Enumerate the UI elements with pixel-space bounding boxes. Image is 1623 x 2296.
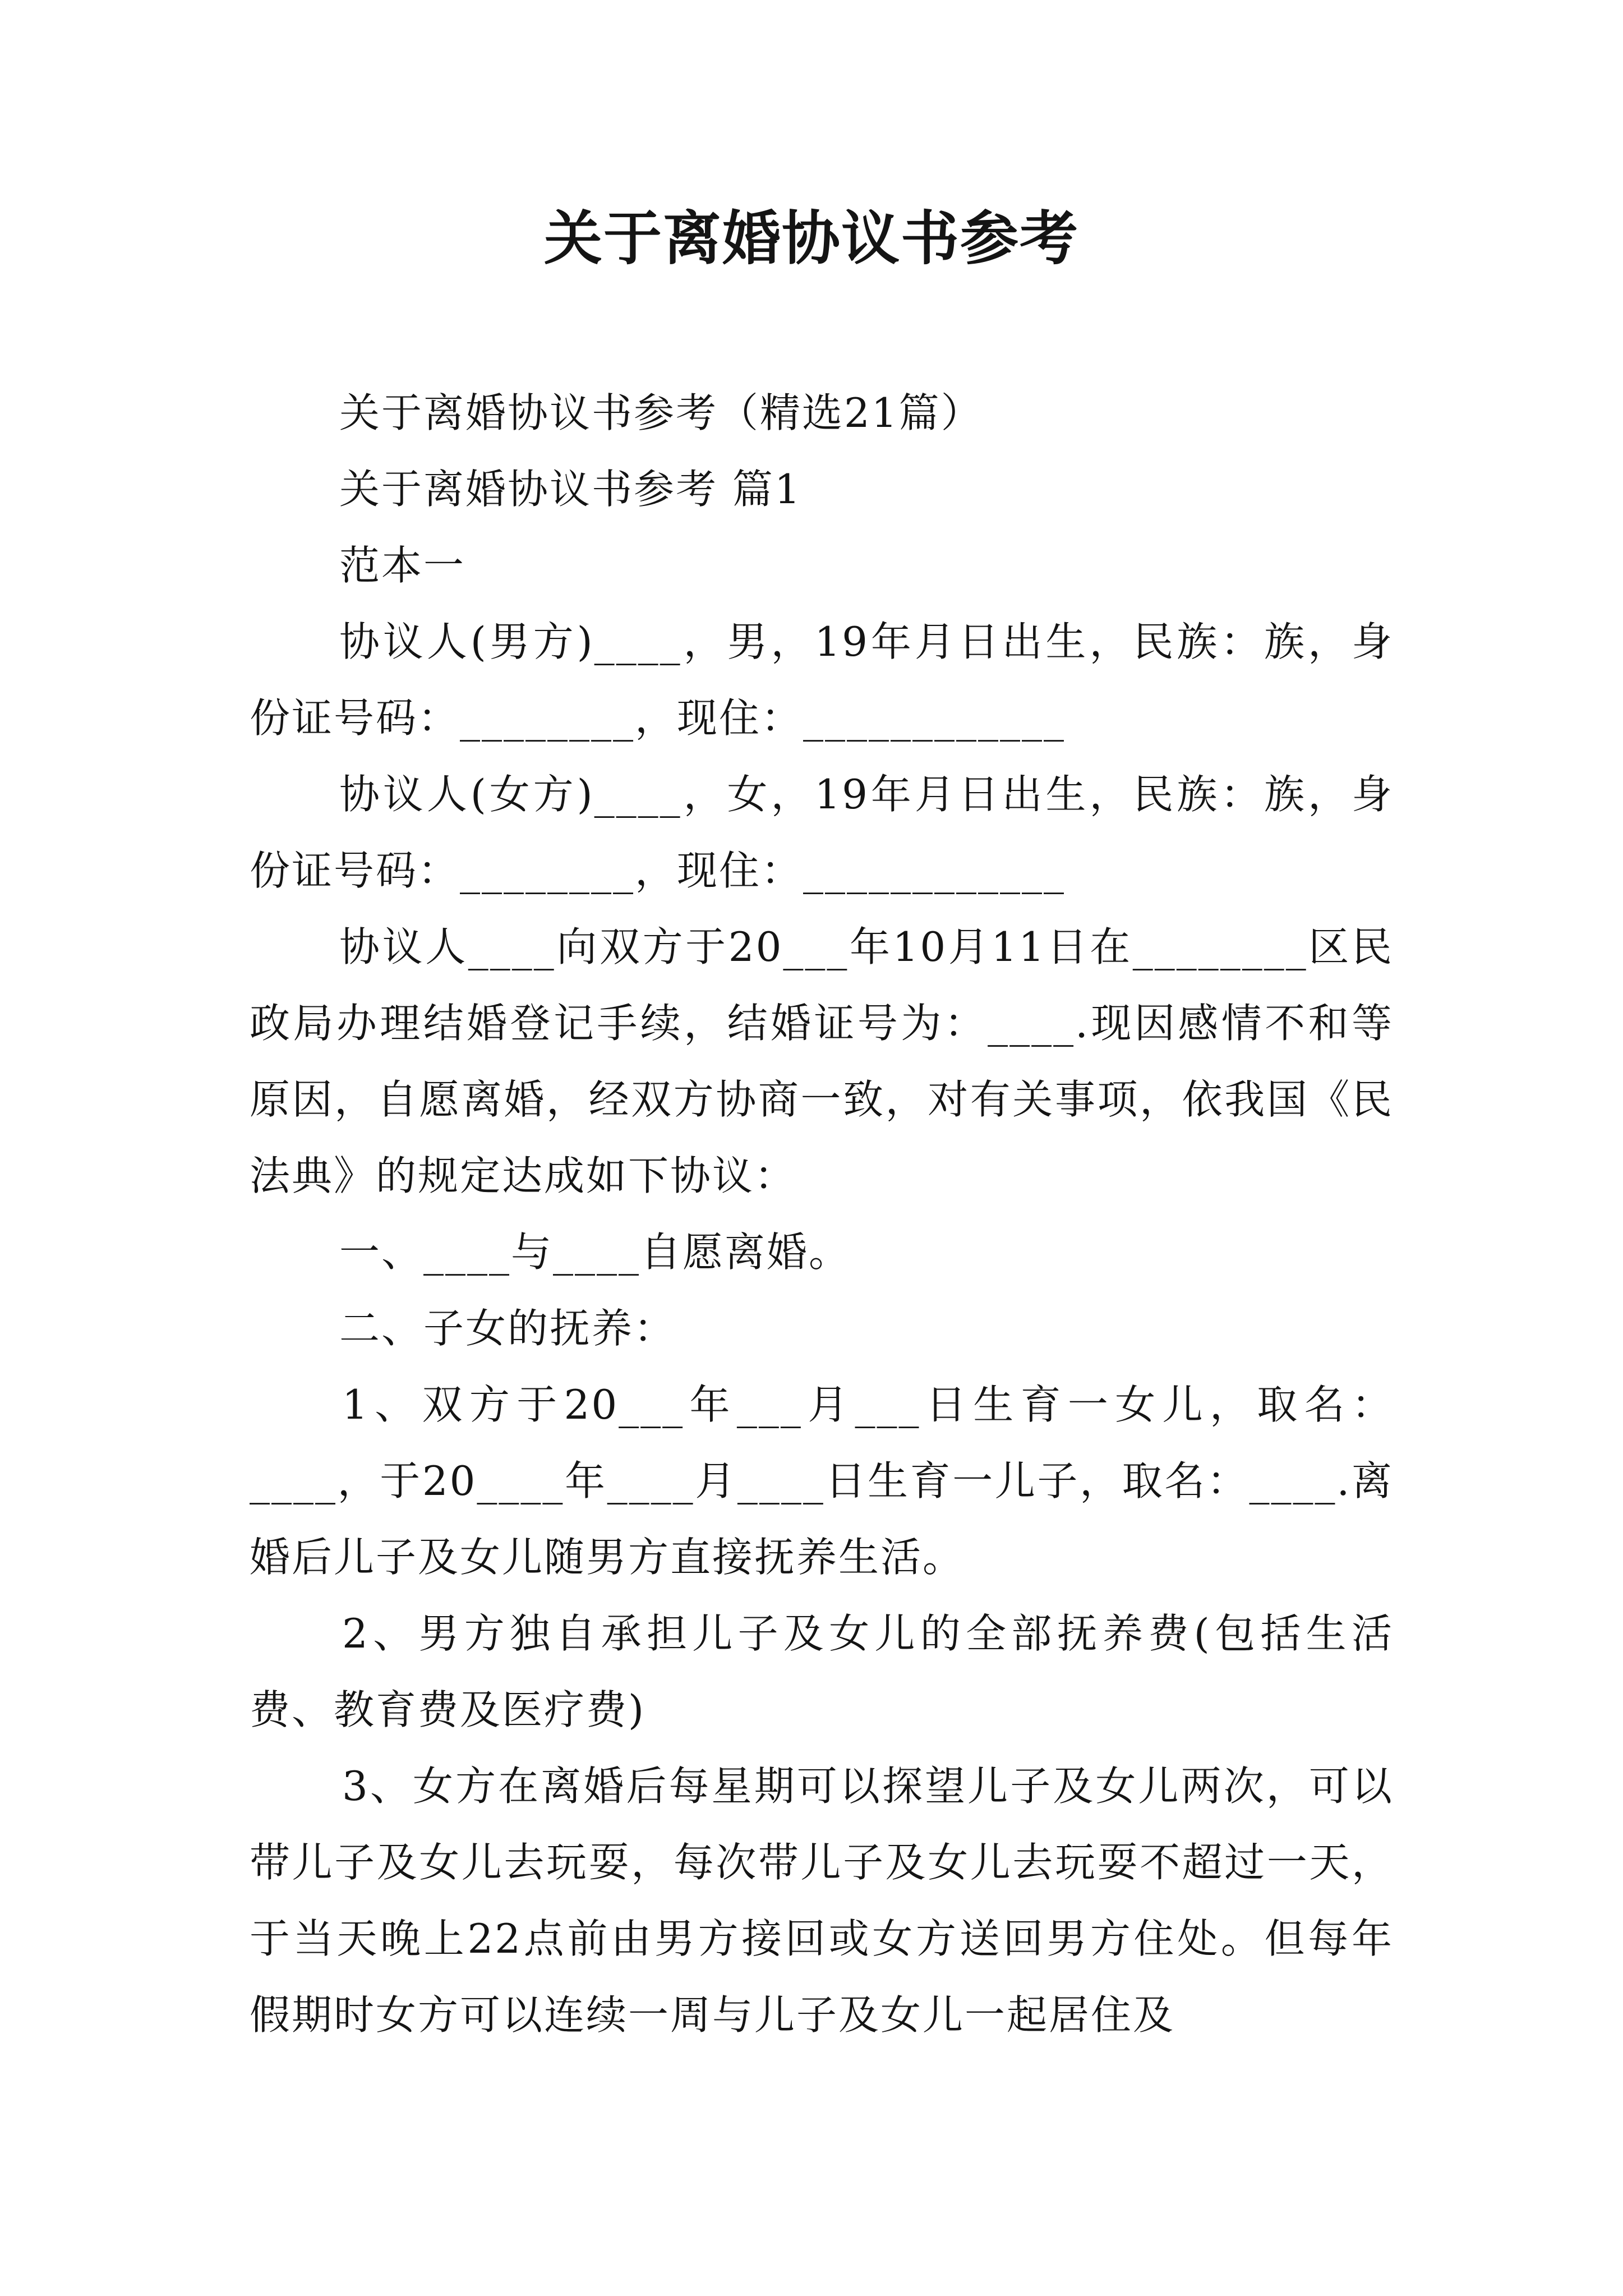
paragraph-heading-selection: 关于离婚协议书参考（精选21篇）: [339, 389, 983, 436]
paragraph-article-1-heading: 关于离婚协议书参考 篇1: [339, 466, 802, 513]
paragraph-party-male: 协议人(男方)____，男，19年月日出生，民族：族，身份证号码：________，现住：____________: [250, 618, 1394, 742]
paragraph-children-item-2: 2、男方独自承担儿子及女儿的全部抚养费(包括生活费、教育费及医疗费): [250, 1610, 1394, 1733]
paragraph-party-female: 协议人(女方)____，女，19年月日出生，民族：族，身份证号码：________，现住：____________: [250, 771, 1394, 894]
paragraph-clause-2-heading: 二、子女的抚养：: [339, 1305, 676, 1352]
paragraph-clause-1-divorce: 一、____与____自愿离婚。: [339, 1228, 851, 1276]
document-body: [250, 375, 1394, 2053]
paragraph-marriage-registration: 协议人____向双方于20___年10月11日在________区民政局办理结婚登记手续，结婚证号为：____.现因感情不和等原因，自愿离婚，经双方协商一致，对有关事项，依我国《民法典》的规定达成如下协议：: [250, 923, 1394, 1199]
paragraph-children-item-1: 1、双方于20___年___月___日生育一女儿，取名：____，于20____年____月____日生育一儿子，取名：____.离婚后儿子及女儿随男方直接抚养生活。: [250, 1381, 1394, 1581]
paragraph-children-item-3: 3、女方在离婚后每星期可以探望儿子及女儿两次，可以带儿子及女儿去玩耍，每次带儿子及女儿去玩耍不超过一天，于当天晚上22点前由男方接回或女方送回男方住处。但每年假期时女方可以连续一周与儿子及女儿一起居住及: [250, 1763, 1394, 2039]
document-title: 关于离婚协议书参考: [543, 204, 1079, 273]
paragraph-template-1-label: 范本一: [339, 542, 466, 589]
